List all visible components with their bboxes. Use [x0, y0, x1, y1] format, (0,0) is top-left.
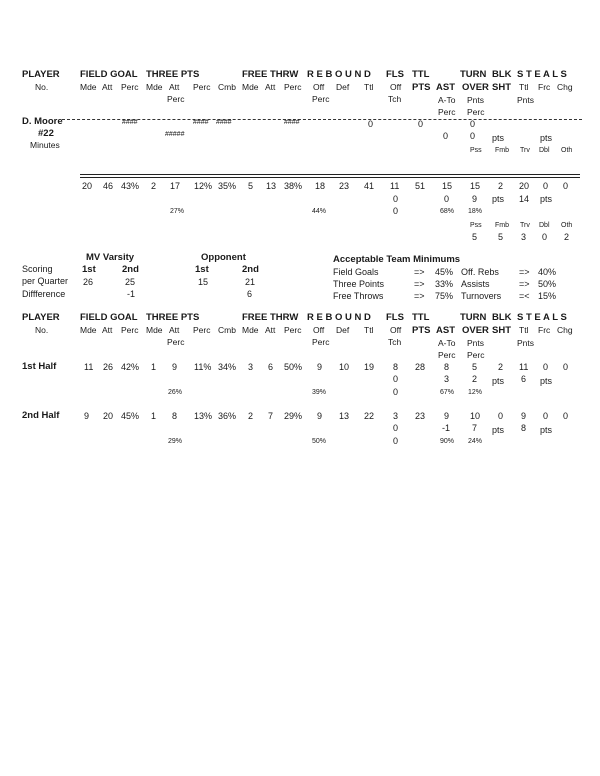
h2-reb-ttl: 22: [364, 411, 375, 421]
h2-three-cmb: 36%: [218, 411, 237, 421]
ft-att-heading: Att: [265, 325, 276, 335]
tot-reb-off: 18: [315, 181, 326, 191]
tot-dbl-value: 0: [542, 232, 548, 242]
three-att-value: #####: [165, 131, 185, 138]
fg-made-heading: Mde: [80, 325, 97, 335]
minimum-value-2: 50%: [538, 279, 557, 289]
free-throw-heading: FREE THRW: [242, 69, 299, 80]
h1-ast: 8: [444, 362, 450, 372]
three-cmb-heading: Cmb: [218, 325, 236, 335]
tot-ast-perc: 68%: [440, 208, 455, 215]
h2-fls-2: 0: [393, 423, 399, 433]
three-made-heading: Mde: [146, 325, 163, 335]
minimum-arrow-2: =>: [519, 279, 530, 289]
st-frc-heading: Frc: [538, 82, 551, 92]
h2-fg-perc: 45%: [121, 411, 140, 421]
h1-three-perc: 11%: [194, 362, 212, 372]
tot-ft-made: 5: [248, 181, 254, 191]
number-heading: No.: [35, 325, 49, 335]
tot-fg-made: 20: [82, 181, 93, 191]
reb-off-heading: Off: [313, 325, 325, 335]
tot-trv-value: 3: [521, 232, 527, 242]
ft-perc-value: ####: [284, 119, 300, 126]
difference-label: Diffference: [22, 289, 66, 299]
scoring-label: Scoring: [22, 264, 53, 274]
h1-three-att-perc: 26%: [168, 389, 183, 396]
rebound-heading: R E B O U N D: [307, 312, 371, 323]
tot-dbl-label: Dbl: [539, 222, 550, 229]
h2-st-frc: 0: [543, 411, 549, 421]
tot-fmb-label: Fmb: [495, 222, 509, 229]
three-perc-value: ####: [193, 119, 209, 126]
totals-rule-bottom: [80, 177, 580, 178]
h2-ast-perc: 90%: [440, 438, 455, 445]
opp-diff-value: 6: [247, 289, 253, 299]
h1-fg-att: 26: [103, 362, 114, 372]
h2-st-pts: pts: [540, 425, 553, 435]
h1-over-perc: 12%: [468, 389, 483, 396]
ft-made-heading: Mde: [242, 82, 259, 92]
number-heading: No.: [35, 82, 49, 92]
h1-st-2: 6: [521, 374, 527, 384]
h1-ft-att: 6: [268, 362, 274, 372]
h2-ft-att: 7: [268, 411, 274, 421]
minimum-arrow-2: =>: [519, 267, 530, 277]
st-pts-label: pts: [540, 133, 553, 143]
h1-fg-made: 11: [84, 362, 94, 372]
player-heading: PLAYER: [22, 69, 60, 80]
st-pnts-heading: Pnts: [517, 95, 535, 105]
mv-diff-value: -1: [127, 289, 136, 299]
tot-three-att-perc: 27%: [170, 208, 185, 215]
tot-reb-def: 23: [339, 181, 350, 191]
h1-pts: 28: [415, 362, 426, 372]
h1-three-made: 1: [151, 362, 157, 372]
minimum-arrow-2: =<: [519, 291, 530, 301]
block-heading: BLK: [492, 69, 512, 80]
h2-over: 10: [470, 411, 481, 421]
free-throw-heading: FREE THRW: [242, 312, 299, 323]
steals-heading: S T E A L S: [517, 69, 567, 80]
h2-ft-made: 2: [248, 411, 254, 421]
tot-st-2: 14: [519, 194, 530, 204]
over-perc-heading: Perc: [467, 350, 485, 360]
three-cmb-heading: Cmb: [218, 82, 236, 92]
h1-three-cmb: 34%: [218, 362, 237, 372]
tot-fg-perc: 43%: [121, 181, 140, 191]
per-quarter-label: per Quarter: [22, 276, 69, 286]
minimums-title: Acceptable Team Minimums: [333, 254, 461, 265]
st-ttl-heading: Ttl: [519, 82, 529, 92]
minimum-arrow: =>: [414, 291, 425, 301]
minimum-label: Three Points: [333, 279, 385, 289]
h2-over-perc: 24%: [468, 438, 483, 445]
over-sub-value: 0: [470, 131, 476, 141]
opp-2nd-value: 21: [245, 277, 256, 287]
h2-ast-2: -1: [442, 423, 451, 433]
reb-def-heading: Def: [336, 325, 350, 335]
minimum-label-2: Off. Rebs: [461, 267, 499, 277]
fg-perc-value: ####: [122, 119, 138, 126]
tot-reb-off-perc: 44%: [312, 208, 327, 215]
pts-heading: PTS: [412, 325, 431, 336]
st-frc-heading: Frc: [538, 325, 551, 335]
ft-made-heading: Mde: [242, 325, 259, 335]
h1-fls-3: 0: [393, 387, 399, 397]
reb-off-heading: Off: [313, 82, 325, 92]
h2-blk-pts: pts: [492, 425, 505, 435]
player-number: #22: [38, 128, 54, 139]
minimum-arrow: =>: [414, 267, 425, 277]
mv-2nd-value: 25: [125, 277, 136, 287]
reb-ttl-heading: Ttl: [364, 325, 374, 335]
tot-blk-pts: pts: [492, 194, 505, 204]
h1-st-frc: 0: [543, 362, 549, 372]
tot-pts: 51: [415, 181, 426, 191]
tot-st-pts: pts: [540, 194, 553, 204]
h1-over-2: 2: [472, 374, 478, 384]
h1-three-att: 9: [172, 362, 178, 372]
h2-ast: 9: [444, 411, 450, 421]
h2-reb-off: 9: [317, 411, 323, 421]
h1-blk: 2: [498, 362, 504, 372]
h2-fg-made: 9: [84, 411, 90, 421]
h2-blk: 0: [498, 411, 504, 421]
mv-2nd-heading: 2nd: [122, 264, 139, 275]
st-pnts-heading: Pnts: [517, 338, 535, 348]
tot-over-perc: 18%: [468, 208, 483, 215]
h1-reb-ttl: 19: [364, 362, 375, 372]
tot-over: 15: [470, 181, 481, 191]
h2-reb-off-perc: 50%: [312, 438, 327, 445]
fg-perc-heading: Perc: [121, 325, 139, 335]
ast-a-to-heading: A-To: [438, 338, 456, 348]
over-heading: OVER: [462, 82, 489, 93]
three-perc-heading: Perc: [193, 82, 211, 92]
three-pts-heading: THREE PTS: [146, 69, 200, 80]
h2-three-perc: 13%: [194, 411, 213, 421]
h1-st-ttl: 11: [519, 362, 529, 372]
h2-st-ttl: 9: [521, 411, 527, 421]
three-att-heading: Att: [169, 82, 180, 92]
h1-reb-def: 10: [339, 362, 350, 372]
reb-ttl-value: 0: [368, 119, 374, 129]
oth-label: Oth: [561, 147, 573, 154]
tot-ast: 15: [442, 181, 453, 191]
h1-ast-2: 3: [444, 374, 450, 384]
tot-fls-2: 0: [393, 194, 399, 204]
three-att-perc-heading: Perc: [167, 94, 185, 104]
minimum-arrow: =>: [414, 279, 425, 289]
tot-pss-label: Pss: [470, 222, 482, 229]
tot-trv-label: Trv: [520, 222, 530, 229]
block-heading: BLK: [492, 312, 512, 323]
fls-value: 0: [418, 119, 424, 129]
opponent-heading: Opponent: [201, 252, 246, 263]
dbl-label: Dbl: [539, 147, 550, 154]
fg-att-heading: Att: [102, 82, 113, 92]
trv-label: Trv: [520, 147, 530, 154]
tot-oth-label: Oth: [561, 222, 573, 229]
ast-heading: AST: [436, 325, 455, 336]
h1-st-pts: pts: [540, 376, 553, 386]
mv-1st-heading: 1st: [82, 264, 96, 275]
opp-1st-heading: 1st: [195, 264, 209, 275]
h1-ast-perc: 67%: [440, 389, 455, 396]
total-heading: TTL: [412, 69, 430, 80]
fls-tch-heading: Tch: [388, 337, 402, 347]
tot-three-made: 2: [151, 181, 157, 191]
sht-heading: SHT: [492, 82, 511, 93]
tot-pss-value: 5: [472, 232, 478, 242]
tot-fls-3: 0: [393, 206, 399, 216]
h1-over: 5: [472, 362, 478, 372]
minimum-label-2: Assists: [461, 279, 490, 289]
three-att-heading: Att: [169, 325, 180, 335]
fouls-heading: FLS: [386, 312, 404, 323]
minimum-value: 75%: [435, 291, 454, 301]
h2-pts: 23: [415, 411, 426, 421]
minimum-label-2: Turnovers: [461, 291, 502, 301]
h2-fls: 3: [393, 411, 399, 421]
first-half-label: 1st Half: [22, 361, 57, 372]
mv-varsity-heading: MV Varsity: [86, 252, 135, 263]
player-name: D. Moore: [22, 116, 63, 127]
field-goal-heading: FIELD GOAL: [80, 312, 138, 323]
st-chg-heading: Chg: [557, 82, 573, 92]
player-heading: PLAYER: [22, 312, 60, 323]
turn-heading: TURN: [460, 312, 487, 323]
fg-made-heading: Mde: [80, 82, 97, 92]
h2-fls-3: 0: [393, 436, 399, 446]
tot-fg-att: 46: [103, 181, 114, 191]
ast-perc-heading: Perc: [438, 350, 456, 360]
tot-three-perc: 12%: [194, 181, 213, 191]
pss-label: Pss: [470, 147, 482, 154]
three-cmb-value: ####: [216, 119, 232, 126]
tot-fmb-value: 5: [498, 232, 504, 242]
three-perc-heading: Perc: [193, 325, 211, 335]
h1-ft-made: 3: [248, 362, 254, 372]
over-pnts-heading: Pnts: [467, 95, 485, 105]
opp-2nd-heading: 2nd: [242, 264, 259, 275]
minimum-value: 33%: [435, 279, 454, 289]
player-row-divider: [62, 119, 582, 120]
fls-off-heading: Off: [390, 325, 402, 335]
h2-three-made: 1: [151, 411, 157, 421]
reb-def-heading: Def: [336, 82, 350, 92]
h2-reb-def: 13: [339, 411, 350, 421]
ft-att-heading: Att: [265, 82, 276, 92]
blk-pts-label: pts: [492, 133, 505, 143]
h1-blk-pts: pts: [492, 376, 505, 386]
h1-st-chg: 0: [563, 362, 569, 372]
minimum-value: 45%: [435, 267, 454, 277]
tot-st-ttl: 20: [519, 181, 530, 191]
opp-1st-value: 15: [198, 277, 209, 287]
minimum-label: Free Throws: [333, 291, 384, 301]
fmb-label: Fmb: [495, 147, 509, 154]
h2-over-2: 7: [472, 423, 478, 433]
tot-st-frc: 0: [543, 181, 549, 191]
fg-att-heading: Att: [102, 325, 113, 335]
rebound-heading: R E B O U N D: [307, 69, 371, 80]
ast-a-to-heading: A-To: [438, 95, 456, 105]
fls-off-heading: Off: [390, 82, 402, 92]
st-ttl-heading: Ttl: [519, 325, 529, 335]
over-heading: OVER: [462, 325, 489, 336]
tot-fls: 11: [390, 181, 400, 191]
ast-perc-heading: Perc: [438, 107, 456, 117]
mv-1st-value: 26: [83, 277, 94, 287]
h2-ft-perc: 29%: [284, 411, 303, 421]
tot-st-chg: 0: [563, 181, 569, 191]
tot-ft-att: 13: [266, 181, 277, 191]
tot-ft-perc: 38%: [284, 181, 303, 191]
tot-blk: 2: [498, 181, 504, 191]
minimum-value-2: 40%: [538, 267, 557, 277]
ast-value: 0: [443, 131, 449, 141]
reb-ttl-heading: Ttl: [364, 82, 374, 92]
field-goal-heading: FIELD GOAL: [80, 69, 138, 80]
h2-st-chg: 0: [563, 411, 569, 421]
reb-off-perc-heading: Perc: [312, 337, 330, 347]
ft-perc-heading: Perc: [284, 325, 302, 335]
tot-three-att: 17: [170, 181, 181, 191]
h1-reb-off-perc: 39%: [312, 389, 327, 396]
fouls-heading: FLS: [386, 69, 404, 80]
three-made-heading: Mde: [146, 82, 163, 92]
total-heading: TTL: [412, 312, 430, 323]
fls-tch-heading: Tch: [388, 94, 402, 104]
tot-ast-2: 0: [444, 194, 450, 204]
ast-heading: AST: [436, 82, 455, 93]
tot-oth-value: 2: [564, 232, 570, 242]
h1-fls-2: 0: [393, 374, 399, 384]
h2-fg-att: 20: [103, 411, 114, 421]
ft-perc-heading: Perc: [284, 82, 302, 92]
h1-ft-perc: 50%: [284, 362, 303, 372]
h2-three-att-perc: 29%: [168, 438, 183, 445]
over-perc-heading: Perc: [467, 107, 485, 117]
minimum-value-2: 15%: [538, 291, 557, 301]
turn-heading: TURN: [460, 69, 487, 80]
three-pts-heading: THREE PTS: [146, 312, 200, 323]
three-att-perc-heading: Perc: [167, 337, 185, 347]
fg-perc-heading: Perc: [121, 82, 139, 92]
tot-over-2: 9: [472, 194, 478, 204]
tot-three-cmb: 35%: [218, 181, 237, 191]
h2-three-att: 8: [172, 411, 178, 421]
totals-rule-top: [80, 174, 580, 175]
h2-st-2: 8: [521, 423, 527, 433]
over-value: 0: [470, 119, 476, 129]
pts-heading: PTS: [412, 82, 431, 93]
h1-fls: 8: [393, 362, 399, 372]
over-pnts-heading: Pnts: [467, 338, 485, 348]
second-half-label: 2nd Half: [22, 410, 60, 421]
minimum-label: Field Goals: [333, 267, 379, 277]
h1-reb-off: 9: [317, 362, 323, 372]
minutes-label: Minutes: [30, 140, 60, 150]
reb-off-perc-heading: Perc: [312, 94, 330, 104]
steals-heading: S T E A L S: [517, 312, 567, 323]
sht-heading: SHT: [492, 325, 511, 336]
st-chg-heading: Chg: [557, 325, 573, 335]
h1-fg-perc: 42%: [121, 362, 140, 372]
tot-reb-ttl: 41: [364, 181, 375, 191]
